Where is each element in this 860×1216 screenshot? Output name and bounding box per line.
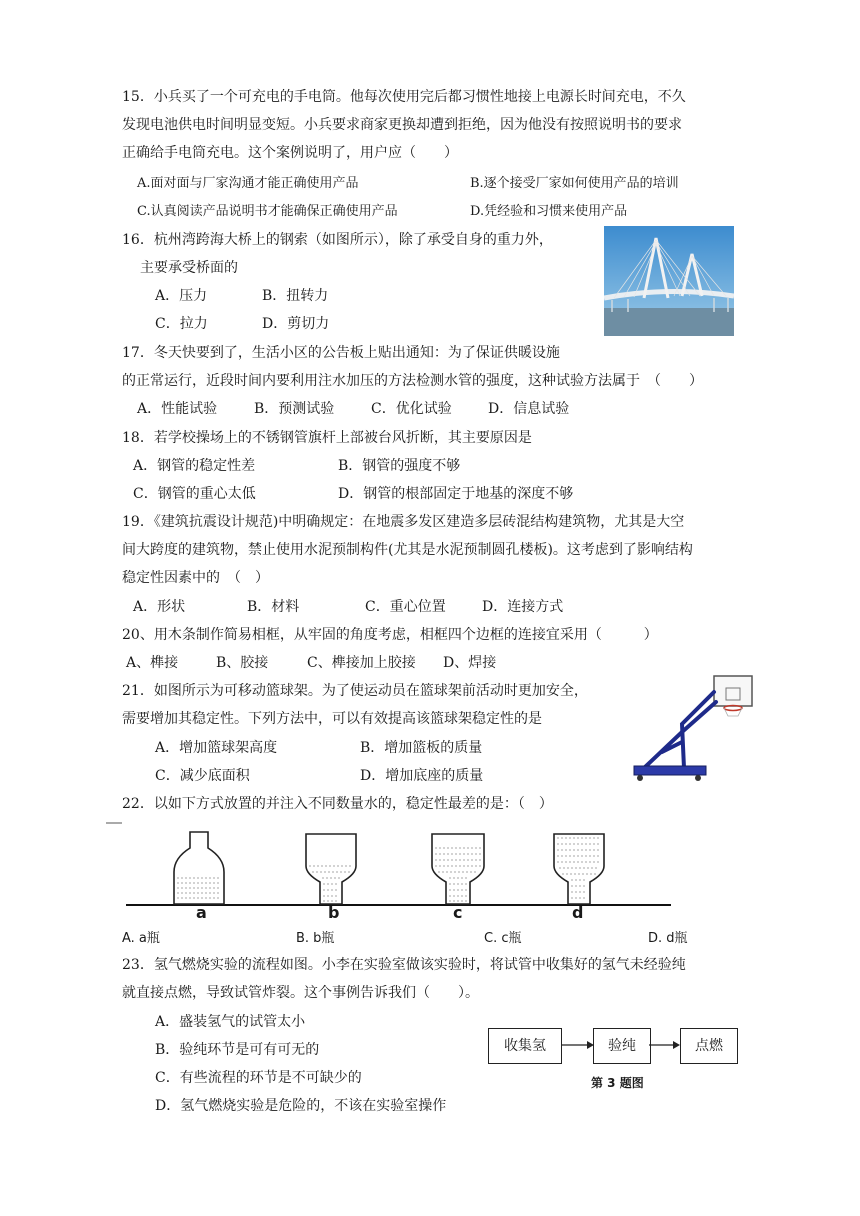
- q19-line3: 稳定性因素中的 （ ）: [122, 570, 269, 586]
- bottle-label-b: b: [328, 903, 340, 922]
- q23-option-b[interactable]: B．验纯环节是可有可无的: [155, 1042, 320, 1058]
- q23-line2: 就直接点燃，导致试管炸裂。这个事例告诉我们（ ）。: [122, 985, 479, 1001]
- q22-option-d[interactable]: D. d瓶: [648, 931, 688, 946]
- basketball-hoop-figure: [632, 672, 764, 782]
- q18-option-d[interactable]: D．钢管的根部固定于地基的深度不够: [338, 486, 574, 502]
- q19-option-d[interactable]: D．连接方式: [482, 599, 564, 615]
- q21-option-d[interactable]: D．增加底座的质量: [360, 768, 484, 784]
- q15-line3: 正确给手电筒充电。这个案例说明了，用户应（ ）: [122, 145, 458, 161]
- q20-option-b[interactable]: B、胶接: [216, 655, 269, 671]
- q21-line2: 需要增加其稳定性。下列方法中，可以有效提高该篮球架稳定性的是: [122, 711, 542, 727]
- flow-step-collect: 收集氢: [488, 1028, 562, 1064]
- q16-line2: 主要承受桥面的: [140, 260, 238, 276]
- q16-option-d[interactable]: D．剪切力: [262, 316, 330, 332]
- q23-option-d[interactable]: D．氢气燃烧实验是危险的，不该在实验室操作: [155, 1098, 447, 1114]
- q15-option-c[interactable]: C.认真阅读产品说明书才能确保正确使用产品: [137, 204, 398, 219]
- q18-option-b[interactable]: B．钢管的强度不够: [338, 458, 461, 474]
- bottle-label-a: a: [196, 903, 207, 922]
- q21-option-c[interactable]: C．减少底面积: [155, 768, 250, 784]
- flow-arrows: [560, 1036, 682, 1056]
- q22-option-c[interactable]: C. c瓶: [484, 931, 522, 946]
- q17-option-a[interactable]: A．性能试验: [137, 401, 218, 417]
- q19-line2: 间大跨度的建筑物，禁止使用水泥预制构件(尤其是水泥预制圆孔楼板)。这考虑到了影响结构: [122, 542, 693, 558]
- q15-line2: 发现电池供电时间明显变短。小兵要求商家更换却遭到拒绝，因为他没有按照说明书的要求: [122, 117, 682, 133]
- q21-option-b[interactable]: B．增加篮板的质量: [360, 740, 483, 756]
- q17-option-b[interactable]: B．预测试验: [254, 401, 335, 417]
- q16-option-b[interactable]: B．扭转力: [262, 288, 329, 304]
- q16-line1: 16．杭州湾跨海大桥上的钢索（如图所示），除了承受自身的重力外，: [122, 232, 553, 248]
- q17-option-d[interactable]: D．信息试验: [488, 401, 570, 417]
- q23-option-a[interactable]: A．盛装氢气的试管太小: [155, 1014, 306, 1030]
- q19-option-b[interactable]: B．材料: [247, 599, 300, 615]
- bottle-label-d: d: [572, 903, 584, 922]
- q19-option-c[interactable]: C．重心位置: [365, 599, 446, 615]
- q22-option-a[interactable]: A. a瓶: [122, 931, 160, 946]
- q19-line1: 19．《建筑抗震设计规范)中明确规定：在地震多发区建造多层砖混结构建筑物，尤其是大空: [122, 514, 685, 530]
- q23-option-c[interactable]: C．有些流程的环节是不可缺少的: [155, 1070, 362, 1086]
- q15-option-b[interactable]: B.逐个接受厂家如何使用产品的培训: [470, 176, 679, 191]
- q20-option-d[interactable]: D、焊接: [443, 655, 497, 671]
- q22-line1: 22．以如下方式放置的并注入不同数量水的，稳定性最差的是：（ ）: [122, 796, 553, 812]
- q16-option-a[interactable]: A．压力: [155, 288, 208, 304]
- flow-step-verify: 验纯: [593, 1028, 651, 1064]
- bottle-label-c: c: [453, 903, 463, 922]
- q17-option-c[interactable]: C．优化试验: [371, 401, 452, 417]
- flow-step-ignite: 点燃: [680, 1028, 738, 1064]
- q19-option-a[interactable]: A．形状: [133, 599, 186, 615]
- q22-option-b[interactable]: B. b瓶: [296, 931, 335, 946]
- figure-caption: 第 3 题图: [591, 1076, 644, 1090]
- q15-option-d[interactable]: D.凭经验和习惯来使用产品: [470, 204, 628, 219]
- q21-option-a[interactable]: A．增加篮球架高度: [155, 740, 278, 756]
- q21-line1: 21．如图所示为可移动篮球架。为了使运动员在篮球架前活动时更加安全，: [122, 683, 588, 699]
- q20-line1: 20、用木条制作简易相框，从牢固的角度考虑，相框四个边框的连接宜采用（ ）: [122, 627, 658, 643]
- q18-option-a[interactable]: A．钢管的稳定性差: [133, 458, 256, 474]
- q17-line2: 的正常运行，近段时间内要利用注水加压的方法检测水管的强度，这种试验方法属于 （ ）: [122, 373, 703, 389]
- q20-option-a[interactable]: A、榫接: [126, 655, 179, 671]
- q18-line1: 18．若学校操场上的不锈钢管旗杆上部被台风折断，其主要原因是: [122, 430, 532, 446]
- q23-line1: 23．氢气燃烧实验的流程如图。小李在实验室做该实验时，将试管中收集好的氢气未经验纯: [122, 957, 686, 973]
- q16-option-c[interactable]: C．拉力: [155, 316, 208, 332]
- q15-option-a[interactable]: A.面对面与厂家沟通才能正确使用产品: [137, 176, 359, 191]
- q15-line1: 15．小兵买了一个可充电的手电筒。他每次使用完后都习惯性地接上电源长时间充电，不久: [122, 89, 686, 105]
- q18-option-c[interactable]: C．钢管的重心太低: [133, 486, 256, 502]
- q17-line1: 17．冬天快要到了，生活小区的公告板上贴出通知：为了保证供暖设施: [122, 345, 560, 361]
- q20-option-c[interactable]: C、榫接加上胶接: [307, 655, 416, 671]
- bridge-photo: [604, 226, 734, 336]
